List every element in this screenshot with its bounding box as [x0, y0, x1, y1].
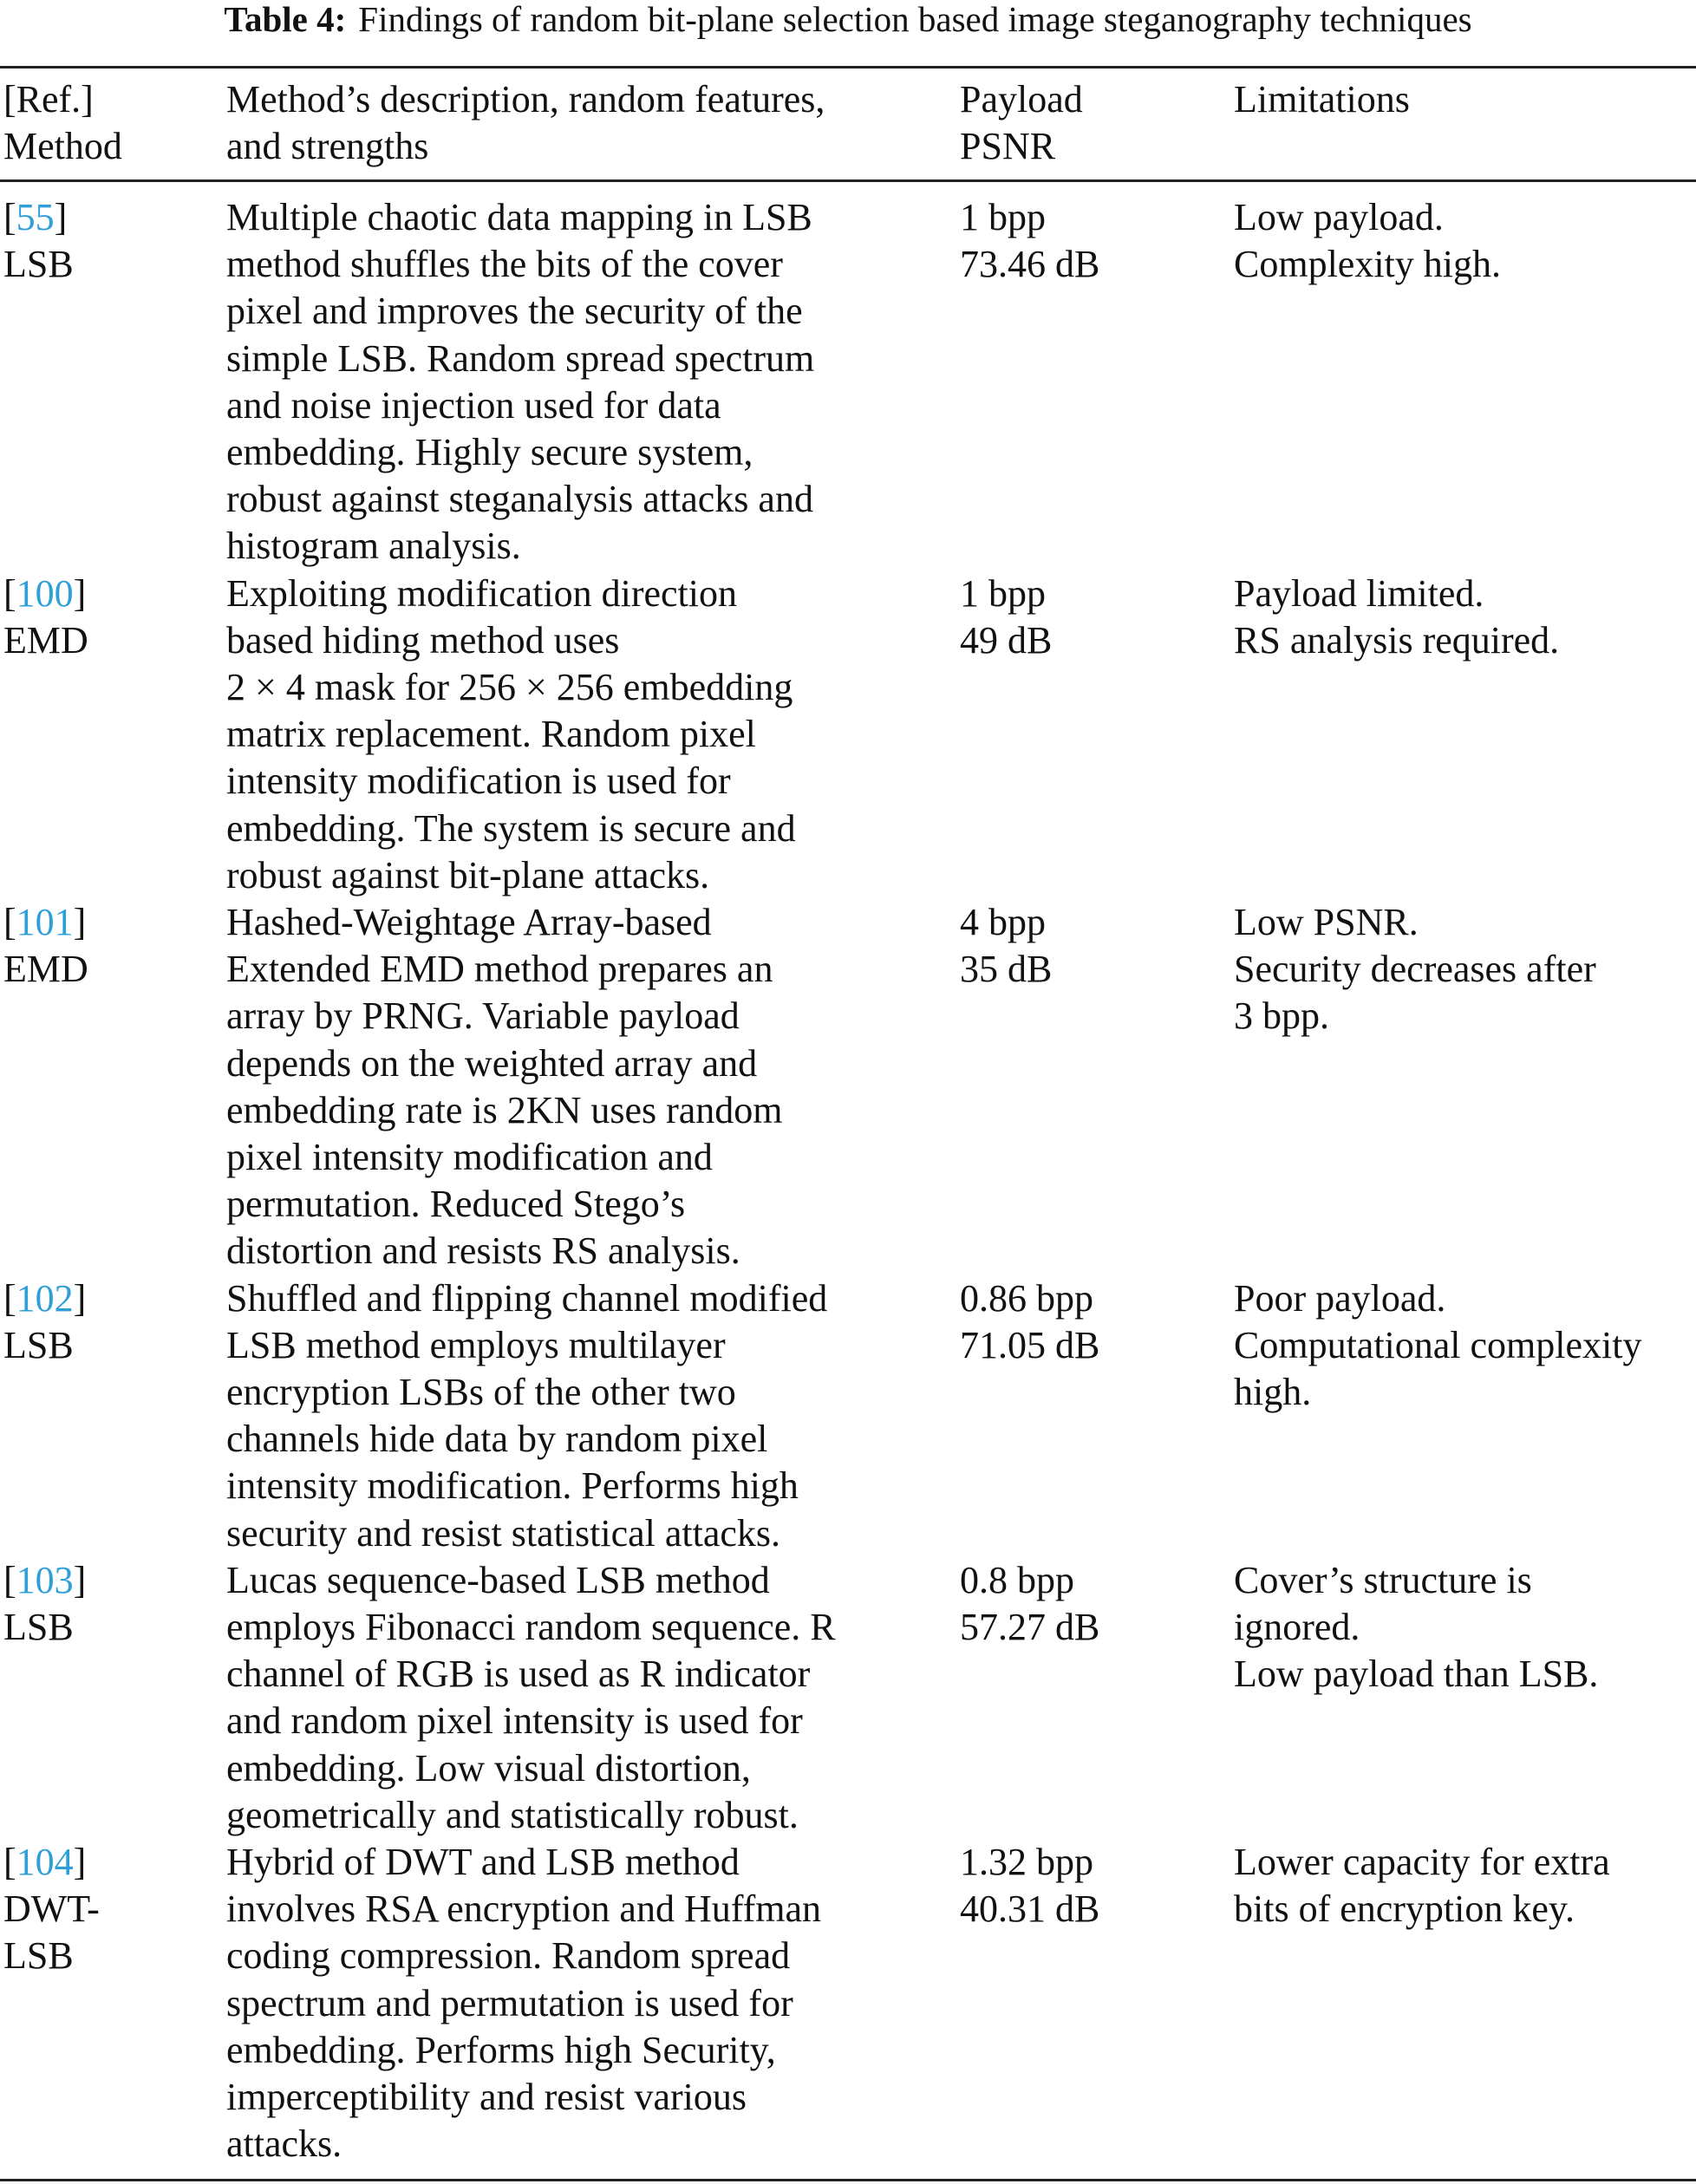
- ref-link[interactable]: 101: [16, 900, 74, 943]
- header-line: and strengths: [226, 125, 429, 168]
- description-line: involves RSA encryption and Huffman: [226, 1887, 821, 1931]
- limitation-line: Payload limited.: [1234, 571, 1484, 615]
- psnr-value: 71.05 dB: [960, 1323, 1100, 1366]
- table-caption-text: Findings of random bit-plane selection based image steganography techniques: [358, 0, 1472, 39]
- bracket: [: [3, 1276, 16, 1320]
- cell-payload-psnr: [960, 1839, 1099, 1933]
- description-line: Exploiting modification direction: [226, 571, 737, 615]
- description-line: channels hide data by random pixel: [226, 1418, 768, 1461]
- bracket: [: [3, 1558, 16, 1601]
- ref-link[interactable]: 102: [16, 1276, 74, 1320]
- bracket: ]: [73, 1558, 87, 1601]
- description-line: embedding rate is 2KN uses random: [226, 1088, 783, 1131]
- limitation-line: ignored.: [1234, 1605, 1360, 1648]
- limitation-line: Low payload.: [1234, 196, 1444, 238]
- limitation-line: 3 bpp.: [1234, 994, 1329, 1038]
- ref-citation: [3, 1839, 100, 1886]
- cell-limitations: [1234, 1839, 1610, 1933]
- table-top-rule: [0, 66, 1696, 68]
- cell-payload-psnr: [960, 570, 1052, 664]
- bracket: [: [3, 900, 16, 943]
- description-line: LSB method employs multilayer: [226, 1323, 726, 1366]
- cell-description: [226, 570, 796, 899]
- bracket: [: [3, 571, 16, 615]
- header-line: Method’s description, random features,: [226, 78, 825, 121]
- cell-description: [226, 1557, 836, 1839]
- cell-payload-psnr: [960, 194, 1099, 288]
- cell-limitations: [1234, 1275, 1642, 1417]
- cell-ref-method: [3, 570, 88, 664]
- bracket: [: [3, 196, 16, 238]
- description-line: encryption LSBs of the other two: [226, 1370, 736, 1413]
- cell-ref-method: [3, 1275, 86, 1369]
- header-limitations: [1234, 76, 1410, 123]
- header-line: Method: [3, 125, 122, 168]
- table-header-rule: [0, 179, 1696, 182]
- limitation-line: Security decreases after: [1234, 948, 1596, 991]
- bracket: ]: [73, 900, 87, 943]
- description-line: permutation. Reduced Stego’s: [226, 1183, 686, 1226]
- description-line: attacks.: [226, 2122, 342, 2166]
- description-line: pixel intensity modification and: [226, 1135, 713, 1178]
- description-line: Lucas sequence-based LSB method: [226, 1558, 770, 1601]
- header-ref-method: [3, 76, 122, 170]
- limitation-line: Poor payload.: [1234, 1276, 1446, 1320]
- description-line: spectrum and permutation is used for: [226, 1981, 793, 2024]
- description-line: coding compression. Random spread: [226, 1934, 791, 1978]
- limitation-line: Low PSNR.: [1234, 900, 1419, 943]
- description-line: channel of RGB is used as R indicator: [226, 1653, 811, 1696]
- bracket: ]: [73, 571, 87, 615]
- description-line: embedding. The system is secure and: [226, 806, 796, 850]
- table-body: [0, 194, 1696, 2168]
- table-row: [0, 1275, 1696, 1557]
- cell-ref-method: [3, 1557, 86, 1651]
- table-row: [0, 1557, 1696, 1839]
- psnr-value: 57.27 dB: [960, 1605, 1100, 1648]
- method-name: LSB: [3, 1323, 74, 1366]
- ref-link[interactable]: 100: [16, 571, 74, 615]
- ref-link[interactable]: 103: [16, 1558, 74, 1601]
- cell-limitations: [1234, 570, 1559, 664]
- description-line: robust against steganalysis attacks and: [226, 478, 813, 521]
- limitation-line: Cover’s structure is: [1234, 1558, 1532, 1601]
- header-description: [226, 76, 825, 170]
- description-line: 2 × 4 mask for 256 × 256 embedding: [226, 665, 793, 708]
- description-line: simple LSB. Random spread spectrum: [226, 336, 815, 380]
- bracket: ]: [73, 1276, 87, 1320]
- method-name: DWT-: [3, 1887, 100, 1931]
- bracket: ]: [73, 1840, 87, 1883]
- cell-limitations: [1234, 899, 1596, 1040]
- ref-link[interactable]: 104: [16, 1840, 74, 1883]
- method-name: LSB: [3, 1605, 74, 1648]
- cell-ref-method: [3, 1839, 100, 1980]
- limitation-line: Low payload than LSB.: [1234, 1653, 1599, 1696]
- description-line: Shuffled and flipping channel modified: [226, 1276, 828, 1320]
- table-row: [0, 899, 1696, 1275]
- header-line: Payload: [960, 78, 1083, 121]
- ref-citation: [3, 570, 88, 617]
- description-line: intensity modification is used for: [226, 760, 731, 803]
- description-line: employs Fibonacci random sequence. R: [226, 1605, 836, 1648]
- header-line: [Ref.]: [3, 78, 94, 121]
- cell-ref-method: [3, 194, 74, 288]
- ref-citation: [3, 1275, 86, 1322]
- header-line: Limitations: [1234, 78, 1410, 121]
- psnr-value: 73.46 dB: [960, 243, 1100, 286]
- payload-value: 1.32 bpp: [960, 1840, 1093, 1883]
- cell-limitations: [1234, 1557, 1598, 1698]
- description-line: imperceptibility and resist various: [226, 2075, 747, 2118]
- limitation-line: bits of encryption key.: [1234, 1887, 1575, 1931]
- cell-limitations: [1234, 194, 1501, 288]
- psnr-value: 49 dB: [960, 618, 1053, 662]
- header-line: PSNR: [960, 125, 1056, 168]
- ref-link[interactable]: 55: [16, 196, 55, 238]
- header-payload-psnr: [960, 76, 1083, 170]
- description-line: Extended EMD method prepares an: [226, 948, 773, 991]
- ref-citation: [3, 899, 88, 946]
- limitation-line: high.: [1234, 1370, 1312, 1413]
- payload-value: 0.86 bpp: [960, 1276, 1093, 1320]
- description-line: histogram analysis.: [226, 525, 521, 568]
- payload-value: 4 bpp: [960, 900, 1046, 943]
- description-line: embedding. Performs high Security,: [226, 2028, 776, 2071]
- table-caption-label: Table 4:: [224, 0, 347, 39]
- description-line: intensity modification. Performs high: [226, 1464, 799, 1508]
- description-line: array by PRNG. Variable payload: [226, 994, 740, 1038]
- cell-payload-psnr: [960, 899, 1052, 993]
- table-row: [0, 194, 1696, 570]
- cell-payload-psnr: [960, 1275, 1099, 1369]
- method-name: LSB: [3, 1934, 74, 1978]
- table-row: [0, 570, 1696, 899]
- payload-value: 1 bpp: [960, 571, 1046, 615]
- cell-description: [226, 899, 783, 1275]
- description-line: embedding. Highly secure system,: [226, 430, 753, 473]
- description-line: robust against bit-plane attacks.: [226, 853, 710, 896]
- psnr-value: 35 dB: [960, 948, 1053, 991]
- table-header: [0, 76, 1696, 172]
- ref-citation: [3, 194, 74, 241]
- description-line: method shuffles the bits of the cover: [226, 243, 783, 286]
- payload-value: 1 bpp: [960, 196, 1046, 238]
- description-line: matrix replacement. Random pixel: [226, 713, 756, 756]
- description-line: and noise injection used for data: [226, 383, 721, 427]
- description-line: security and resist statistical attacks.: [226, 1511, 781, 1555]
- cell-description: [226, 1275, 827, 1557]
- table-row: [0, 1839, 1696, 2168]
- payload-value: 0.8 bpp: [960, 1558, 1074, 1601]
- description-line: embedding. Low visual distortion,: [226, 1746, 751, 1790]
- description-line: Hybrid of DWT and LSB method: [226, 1840, 740, 1883]
- psnr-value: 40.31 dB: [960, 1887, 1100, 1931]
- method-name: EMD: [3, 948, 88, 991]
- limitation-line: Lower capacity for extra: [1234, 1840, 1610, 1883]
- table-caption: [0, 0, 1696, 38]
- description-line: Multiple chaotic data mapping in LSB: [226, 196, 812, 238]
- cell-description: [226, 1839, 821, 2168]
- description-line: and random pixel intensity is used for: [226, 1699, 803, 1743]
- description-line: pixel and improves the security of the: [226, 290, 803, 333]
- description-line: geometrically and statistically robust.: [226, 1793, 799, 1836]
- description-line: distortion and resists RS analysis.: [226, 1229, 740, 1273]
- table-bottom-rule: [0, 2179, 1696, 2181]
- method-name: LSB: [3, 243, 74, 286]
- cell-description: [226, 194, 814, 570]
- limitation-line: RS analysis required.: [1234, 618, 1560, 662]
- limitation-line: Complexity high.: [1234, 243, 1501, 286]
- method-name: EMD: [3, 618, 88, 662]
- description-line: depends on the weighted array and: [226, 1041, 758, 1085]
- description-line: based hiding method uses: [226, 618, 620, 662]
- limitation-line: Computational complexity: [1234, 1323, 1642, 1366]
- cell-payload-psnr: [960, 1557, 1099, 1651]
- bracket: [: [3, 1840, 16, 1883]
- bracket: ]: [54, 196, 68, 238]
- description-line: Hashed-Weightage Array-based: [226, 900, 712, 943]
- cell-ref-method: [3, 899, 88, 993]
- ref-citation: [3, 1557, 86, 1604]
